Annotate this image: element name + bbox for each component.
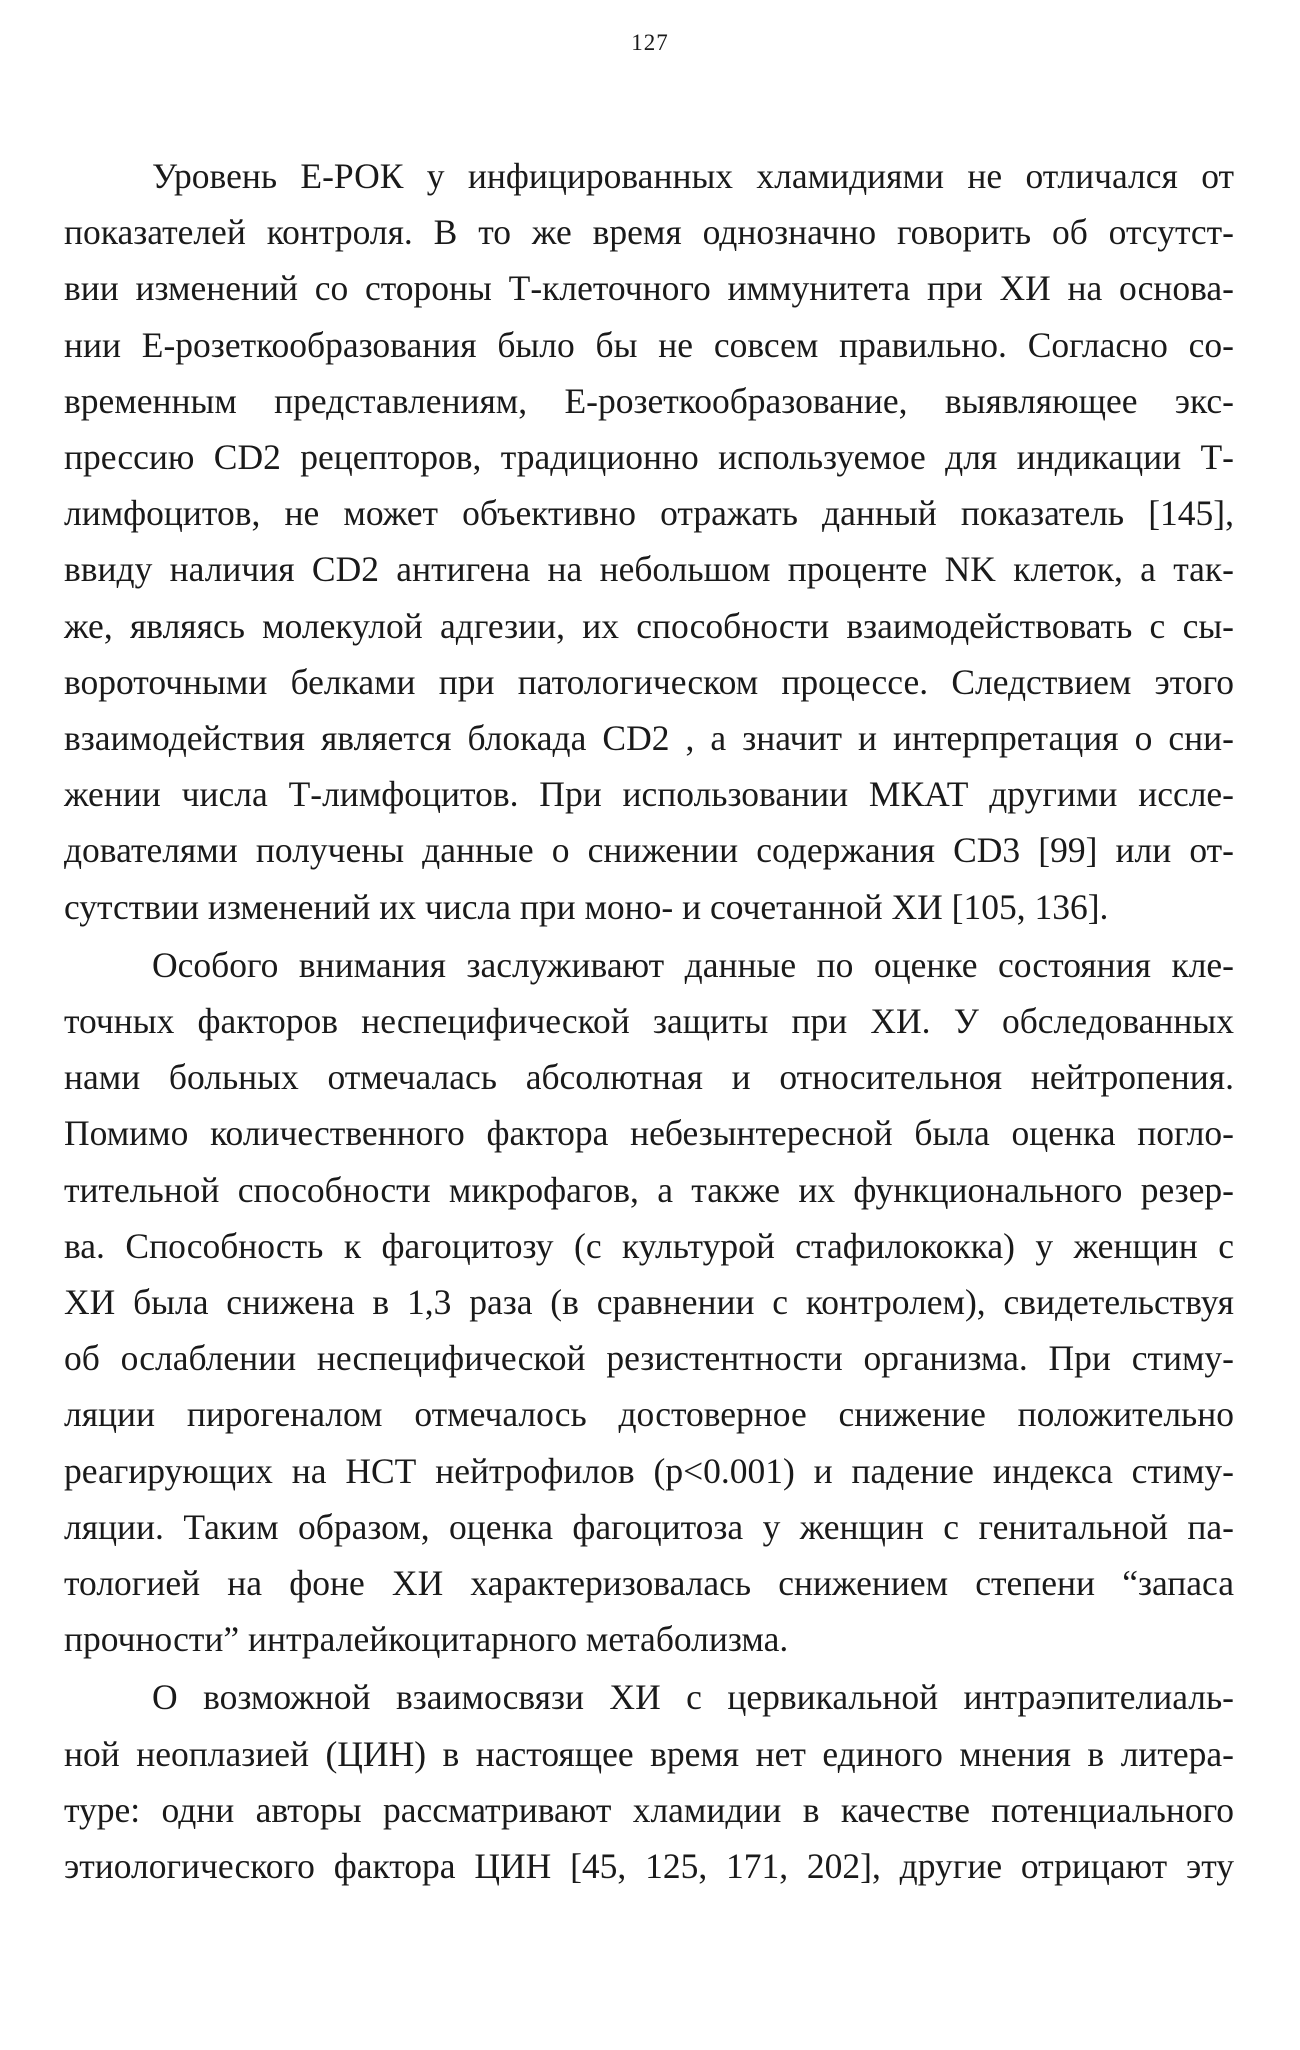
text-line: прочности” интралейкоцитарного метаболизма. (64, 1619, 789, 1660)
text-line: ляции. Таким образом, оценка фагоцитоза у женщин с генитальной па- (64, 1506, 1234, 1547)
text-line: временным представлениям, Е-розеткообразование, выявляющее экс- (64, 380, 1234, 421)
text-line: же, являясь молекулой адгезии, их способности взаимодействовать с сы- (64, 605, 1234, 646)
text-line: ной неоплазией (ЦИН) в настоящее время нет единого мнения в литера- (64, 1733, 1234, 1774)
text-line: вии изменений со стороны Т-клеточного иммунитета при ХИ на основа- (64, 268, 1234, 309)
text-line: об ослаблении неспецифической резистентности организма. При стиму- (64, 1338, 1234, 1379)
text-line: реагирующих на НСТ нейтрофилов (p<0.001) и падение индекса стиму- (64, 1450, 1234, 1491)
text-line: Уровень Е-РОК у инфицированных хламидиями не отличался от (152, 156, 1234, 196)
text-line: Особого внимания заслуживают данные по оценке состояния кле- (152, 944, 1234, 985)
text-line: туре: одни авторы рассматривают хламидии в качестве потенциального (64, 1789, 1234, 1830)
paragraph-1 (64, 148, 1234, 935)
text-line: ляции пирогеналом отмечалось достоверное снижение положительно (64, 1394, 1234, 1435)
text-line: тительной способности микрофагов, а также их функционального резер- (64, 1169, 1234, 1210)
text-line: нами больных отмечалась абсолютная и относительноя нейтропения. (64, 1057, 1234, 1098)
text-line: показателей контроля. В то же время однозначно говорить об отсутст- (64, 212, 1234, 253)
paragraph-3 (64, 1669, 1234, 1894)
text-line: сутствии изменений их числа при моно- и сочетанной ХИ [105, 136]. (64, 886, 1109, 927)
text-line: ввиду наличия CD2 антигена на небольшом проценте NK клеток, а так- (64, 549, 1234, 590)
page-number: 127 (631, 30, 669, 55)
paragraph-2 (64, 937, 1234, 1668)
text-line: этиологического фактора ЦИН [45, 125, 171, 202], другие отрицают эту (64, 1846, 1234, 1887)
text-line: точных факторов неспецифической защиты при ХИ. У обследованных (64, 1001, 1234, 1042)
text-line: нии Е-розеткообразования было бы не совсем правильно. Согласно со- (64, 324, 1234, 365)
text-line: жении числа Т-лимфоцитов. При использовании МКАТ другими иссле- (64, 774, 1234, 815)
text-line: дователями получены данные о снижении содержания CD3 [99] или от- (64, 830, 1234, 871)
body-text (64, 148, 1234, 1894)
text-line: вороточными белками при патологическом процессе. Следствием этого (64, 661, 1234, 702)
text-line: лимфоцитов, не может объективно отражать данный показатель [145], (64, 493, 1234, 534)
text-line: Помимо количественного фактора небезынтересной была оценка погло- (64, 1113, 1234, 1154)
text-line: ХИ была снижена в 1,3 раза (в сравнении с контролем), свидетельствуя (64, 1282, 1234, 1323)
text-line: тологией на фоне ХИ характеризовалась снижением степени “запаса (64, 1563, 1234, 1604)
text-line: взаимодействия является блокада CD2 , а значит и интерпретация о сни- (64, 718, 1234, 759)
text-line: ва. Способность к фагоцитозу (с культурой стафилококка) у женщин с (64, 1225, 1234, 1266)
text-line: прессию CD2 рецепторов, традиционно используемое для индикации Т- (64, 437, 1234, 478)
text-line: О возможной взаимосвязи ХИ с цервикальной интраэпителиаль- (152, 1677, 1234, 1718)
